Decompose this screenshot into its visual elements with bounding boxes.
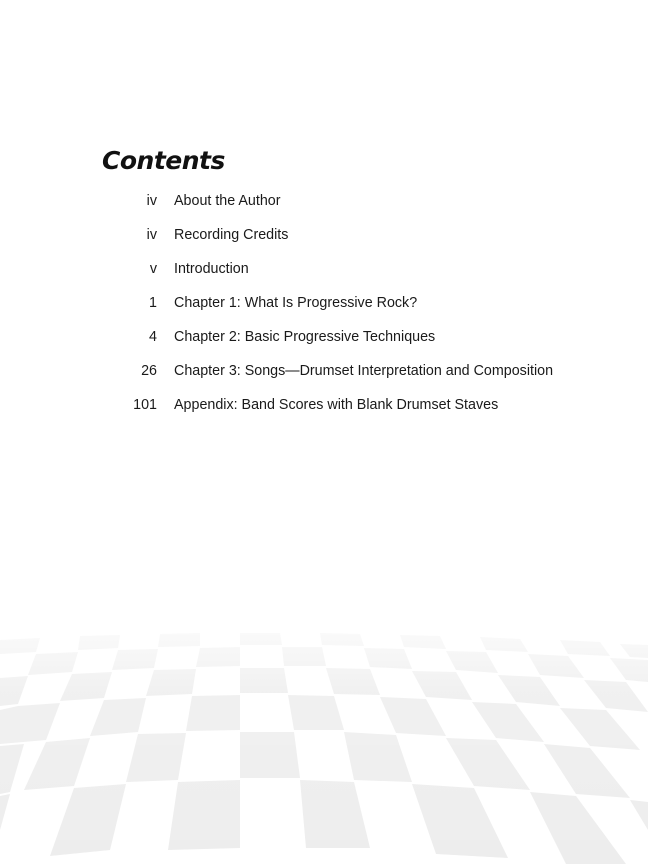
toc-page-number: iv: [146, 227, 157, 243]
toc-page-number: iv: [146, 193, 157, 209]
toc-page-number: 101: [133, 397, 157, 413]
toc-page-number: 4: [149, 329, 157, 345]
toc-entry[interactable]: [0, 258, 648, 280]
toc-entry-title: Chapter 1: What Is Progressive Rock?: [174, 295, 418, 311]
toc-entry[interactable]: [0, 190, 648, 212]
toc-page-number: 1: [149, 295, 157, 311]
toc-entry[interactable]: [0, 360, 648, 382]
toc-entry-title: Recording Credits: [174, 227, 289, 243]
toc-entry-title: Chapter 3: Songs—Drumset Interpretation and Composition: [174, 363, 554, 379]
contents-heading: Contents: [102, 146, 225, 175]
toc-entry[interactable]: [0, 394, 648, 416]
toc-entry-title: Introduction: [174, 261, 249, 277]
toc-entry[interactable]: [0, 224, 648, 246]
checkered-floor-background: [0, 600, 648, 864]
toc-page-number: v: [149, 261, 157, 277]
toc-page-number: 26: [141, 363, 157, 379]
toc-entry-title: About the Author: [174, 193, 281, 209]
toc-entry-title: Chapter 2: Basic Progressive Techniques: [174, 329, 436, 345]
toc-entry[interactable]: [0, 292, 648, 314]
toc-entry[interactable]: [0, 326, 648, 348]
toc-entry-title: Appendix: Band Scores with Blank Drumset Staves: [174, 397, 499, 413]
